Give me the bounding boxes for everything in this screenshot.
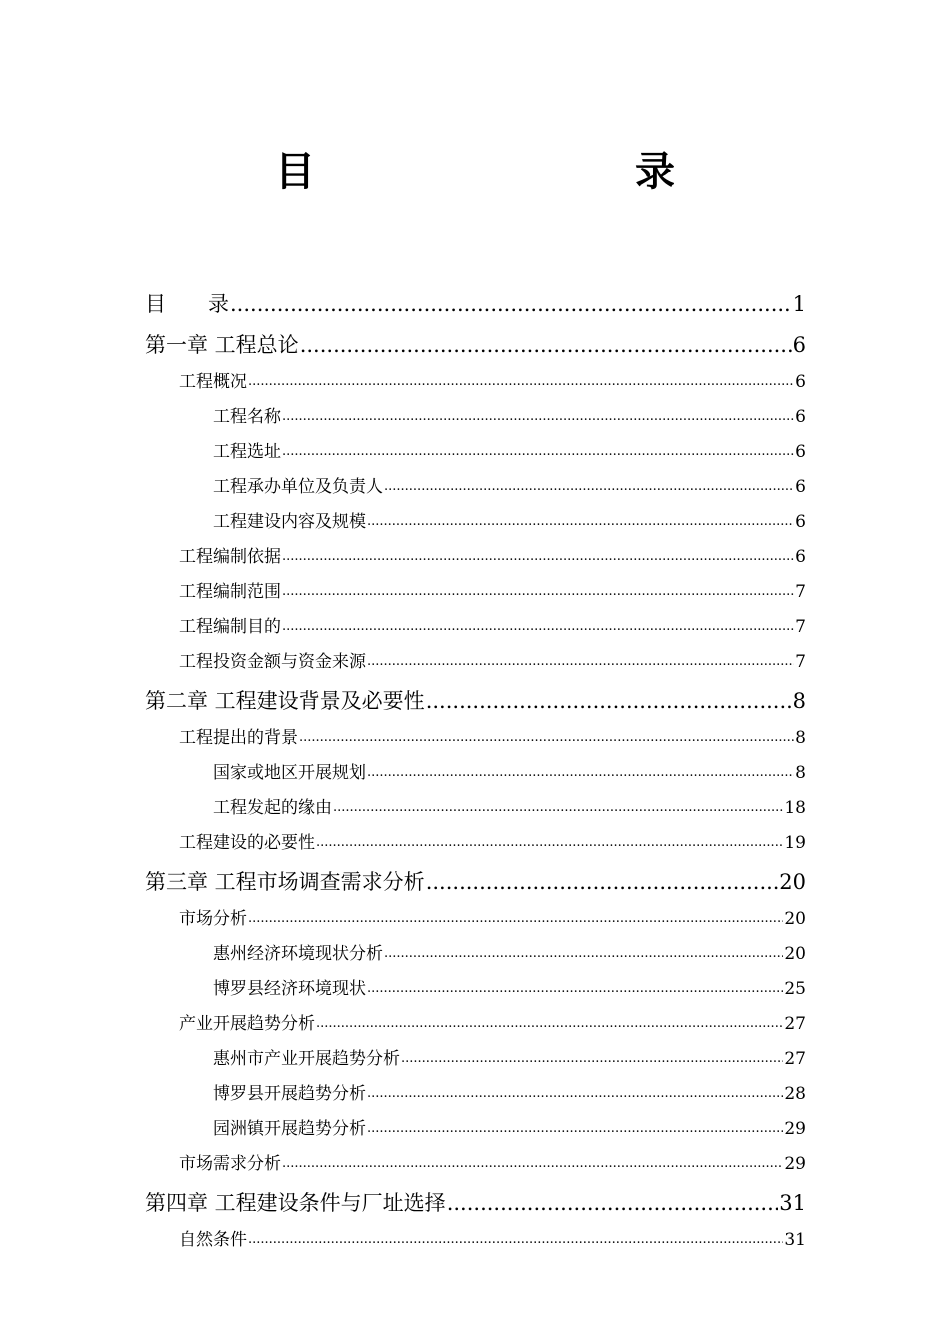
dot-leader — [367, 756, 794, 788]
toc-entry-label: 工程建设的必要性 — [179, 833, 315, 853]
toc-entry-page-number: 28 — [784, 1084, 806, 1104]
dot-leader — [367, 1112, 783, 1144]
toc-entry[interactable] — [145, 1039, 806, 1074]
dot-leader — [426, 684, 792, 718]
toc-entry[interactable] — [145, 537, 806, 572]
dot-leader — [282, 610, 794, 642]
toc-entry-page-number: 8 — [795, 763, 806, 783]
dot-leader — [248, 1223, 783, 1255]
toc-entry[interactable] — [145, 572, 806, 607]
dot-leader — [384, 470, 794, 502]
toc-entry-page-number: 7 — [795, 652, 806, 672]
toc-entry-page-number: 8 — [795, 728, 806, 748]
toc-entry[interactable] — [145, 823, 806, 858]
toc-entry-page-number: 20 — [784, 944, 806, 964]
dot-leader — [333, 791, 783, 823]
dot-leader — [230, 287, 792, 321]
toc-entry-page-number: 29 — [784, 1154, 806, 1174]
toc-entry[interactable] — [145, 718, 806, 753]
dot-leader — [447, 1186, 779, 1220]
toc-entry-page-number: 6 — [795, 372, 806, 392]
toc-entry-page-number: 20 — [784, 909, 806, 929]
dot-leader — [282, 1147, 783, 1179]
dot-leader — [282, 575, 794, 607]
toc-entry-page-number: 29 — [784, 1119, 806, 1139]
toc-entry-label: 工程概况 — [179, 372, 247, 392]
toc-entry-label: 工程选址 — [213, 442, 281, 462]
toc-entry-label: 工程发起的缘由 — [213, 798, 332, 818]
dot-leader — [367, 645, 794, 677]
toc-entry-page-number: 27 — [784, 1049, 806, 1069]
toc-entry[interactable] — [145, 1004, 806, 1039]
toc-entry-page-number: 6 — [795, 512, 806, 532]
toc-entry-label: 第二章 工程建设背景及必要性 — [145, 689, 425, 713]
toc-entry-label: 惠州市产业开展趋势分析 — [213, 1049, 400, 1069]
toc-entry[interactable] — [145, 397, 806, 432]
toc-entry-label: 博罗县开展趋势分析 — [213, 1084, 366, 1104]
toc-entry[interactable] — [145, 432, 806, 467]
toc-entry[interactable] — [145, 753, 806, 788]
toc-entry-label: 工程提出的背景 — [179, 728, 298, 748]
toc-entry-label: 工程承办单位及负责人 — [213, 477, 383, 497]
toc-entry[interactable] — [145, 677, 806, 718]
toc-entry-label: 博罗县经济环境现状 — [213, 979, 366, 999]
toc-entry[interactable] — [145, 607, 806, 642]
toc-heading: 目 录 — [275, 148, 755, 195]
toc-entry-page-number: 19 — [784, 833, 806, 853]
toc-entry[interactable] — [145, 969, 806, 1004]
dot-leader — [248, 902, 783, 934]
toc-entry-label: 第一章 工程总论 — [145, 333, 299, 357]
toc-entry-label: 市场需求分析 — [179, 1154, 281, 1174]
toc-entry-page-number: 27 — [784, 1014, 806, 1034]
toc-entry[interactable] — [145, 502, 806, 537]
toc-entry-label: 自然条件 — [179, 1230, 247, 1250]
toc-entry[interactable] — [145, 1109, 806, 1144]
toc-entry-page-number: 7 — [795, 582, 806, 602]
toc-entry-label: 第四章 工程建设条件与厂址选择 — [145, 1191, 446, 1215]
toc-entry-page-number: 7 — [795, 617, 806, 637]
toc-entry[interactable] — [145, 467, 806, 502]
table-of-contents — [145, 280, 806, 1255]
dot-leader — [367, 505, 794, 537]
dot-leader — [282, 435, 794, 467]
toc-entry-label: 工程投资金额与资金来源 — [179, 652, 366, 672]
toc-entry[interactable] — [145, 934, 806, 969]
toc-entry[interactable] — [145, 362, 806, 397]
dot-leader — [316, 1007, 783, 1039]
toc-entry-page-number: 6 — [795, 547, 806, 567]
toc-entry-label: 工程建设内容及规模 — [213, 512, 366, 532]
toc-entry-page-number: 31 — [779, 1191, 806, 1215]
toc-entry-page-number: 31 — [784, 1230, 806, 1250]
toc-entry-label: 惠州经济环境现状分析 — [213, 944, 383, 964]
toc-entry[interactable] — [145, 642, 806, 677]
dot-leader — [300, 328, 792, 362]
toc-entry[interactable] — [145, 1144, 806, 1179]
toc-entry[interactable] — [145, 1179, 806, 1220]
toc-entry-label: 市场分析 — [179, 909, 247, 929]
toc-entry-page-number: 6 — [792, 333, 806, 357]
toc-entry-page-number: 25 — [784, 979, 806, 999]
toc-entry-label: 第三章 工程市场调查需求分析 — [145, 870, 425, 894]
toc-entry[interactable] — [145, 858, 806, 899]
toc-entry[interactable] — [145, 321, 806, 362]
dot-leader — [248, 365, 794, 397]
dot-leader — [367, 1077, 783, 1109]
dot-leader — [282, 400, 794, 432]
toc-entry-label: 国家或地区开展规划 — [213, 763, 366, 783]
toc-entry-label: 产业开展趋势分析 — [179, 1014, 315, 1034]
toc-entry[interactable] — [145, 1220, 806, 1255]
toc-entry-page-number: 6 — [795, 407, 806, 427]
toc-entry-label: 工程编制依据 — [179, 547, 281, 567]
dot-leader — [282, 540, 794, 572]
dot-leader — [384, 937, 783, 969]
toc-entry-label: 工程编制范围 — [179, 582, 281, 602]
toc-entry-page-number: 6 — [795, 442, 806, 462]
toc-entry-page-number: 20 — [779, 870, 806, 894]
dot-leader — [299, 721, 794, 753]
toc-entry-label: 园洲镇开展趋势分析 — [213, 1119, 366, 1139]
dot-leader — [426, 865, 779, 899]
toc-entry-page-number: 6 — [795, 477, 806, 497]
dot-leader — [401, 1042, 783, 1074]
dot-leader — [367, 972, 783, 1004]
toc-entry-page-number: 1 — [792, 292, 806, 316]
toc-entry-page-number: 8 — [792, 689, 806, 713]
toc-entry[interactable] — [145, 280, 806, 321]
toc-entry-label: 工程名称 — [213, 407, 281, 427]
toc-entry[interactable] — [145, 899, 806, 934]
toc-entry-label: 工程编制目的 — [179, 617, 281, 637]
toc-entry-page-number: 18 — [784, 798, 806, 818]
toc-entry[interactable] — [145, 788, 806, 823]
toc-entry[interactable] — [145, 1074, 806, 1109]
dot-leader — [316, 826, 783, 858]
toc-entry-label: 目 录 — [145, 292, 229, 316]
